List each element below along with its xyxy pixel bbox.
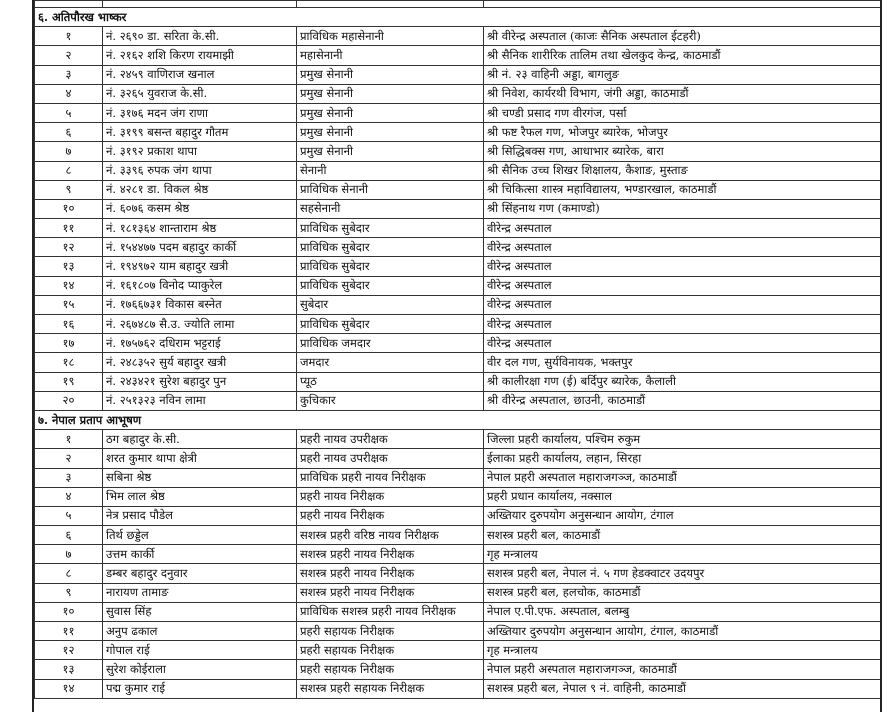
table-row [35,622,881,641]
office-cell: श्री निवेश, कार्यरथी विभाग, जंगी अड्डा, काठमाडौं [484,84,881,103]
serial-number-cell: १४ [35,276,103,295]
serial-number-cell: १९ [35,372,103,391]
table-row [35,315,881,334]
serial-number-cell: १० [35,602,103,621]
serial-number-cell: १ [35,27,103,46]
serial-number-cell: ११ [35,622,103,641]
rank-cell: प्यूठ [297,372,484,391]
table-row [35,142,881,161]
office-cell: श्री वीरेन्द्र अस्पताल, छाउनी, काठमाडौं [484,391,881,410]
rank-cell: प्राविधिक सुबेदार [297,257,484,276]
office-cell: श्री चण्डी प्रसाद गण वीरगंज, पर्सा [484,103,881,122]
name-cell: सबिना श्रेष्ठ [103,468,297,487]
honors-table-body [35,1,881,699]
name-cell: नं. १७५७६२ दधिराम भट्टराई [103,334,297,353]
table-row [35,84,881,103]
office-cell: नेपाल प्रहरी अस्पताल महाराजगञ्ज, काठमाडौं [484,468,881,487]
table-row [35,449,881,468]
name-cell: नं. ६०७६ कसम श्रेष्ठ [103,199,297,218]
section-7-heading-row [35,410,881,429]
office-cell: सशस्त्र प्रहरी बल, काठमाडौं [484,526,881,545]
serial-number-cell: २ [35,46,103,65]
name-cell: गोपाल राई [103,641,297,660]
table-row [35,27,881,46]
rank-cell: प्राविधिक जमदार [297,334,484,353]
rank-cell: महासेनानी [297,46,484,65]
office-cell: वीरेन्द्र अस्पताल [484,238,881,257]
table-row [35,46,881,65]
name-cell: नं. १८१३६४ शान्ताराम श्रेष्ठ [103,219,297,238]
office-cell: सशस्त्र प्रहरी बल, नेपाल ९ नं. वाहिनी, काठमाडौं [484,679,881,698]
serial-number-cell: ११ [35,219,103,238]
rank-cell: प्राविधिक सशस्त्र प्रहरी नायव निरीक्षक [297,602,484,621]
rank-cell: प्राविधिक सुबेदार [297,315,484,334]
name-cell: नं. १७६६७३१ विकास बस्नेत [103,295,297,314]
honors-table [34,0,881,699]
table-row [35,564,881,583]
name-cell: नं. १६१८०७ विनोद प्याकुरेल [103,276,297,295]
name-cell: नं. २४५९ वाणिराज खनाल [103,65,297,84]
office-cell: सशस्त्र प्रहरी बल, हलचोक, काठमाडौं [484,583,881,602]
table-row [35,334,881,353]
serial-number-cell: १६ [35,315,103,334]
rank-cell: प्राविधिक प्रहरी नायव निरीक्षक [297,468,484,487]
table-row [35,679,881,698]
serial-number-cell: ९ [35,180,103,199]
serial-number-cell: ३ [35,65,103,84]
table-row [35,180,881,199]
serial-number-cell: ६ [35,123,103,142]
table-row [35,660,881,679]
office-cell: श्री सिंहनाथ गण (कमाण्डो) [484,199,881,218]
office-cell: गृह मन्त्रालय [484,545,881,564]
rank-cell: सशस्त्र प्रहरी नायव निरीक्षक [297,545,484,564]
serial-number-cell: ८ [35,564,103,583]
rank-cell: प्रमुख सेनानी [297,103,484,122]
rank-cell: जमदार [297,353,484,372]
serial-number-cell: १२ [35,641,103,660]
name-cell: तिर्थ छड्डेल [103,526,297,545]
rank-cell: प्राविधिक सुबेदार [297,276,484,295]
name-cell: नं. २४३४२१ सुरेश बहादुर पुन [103,372,297,391]
table-row [35,487,881,506]
name-cell: उत्तम कार्की [103,545,297,564]
rank-cell: प्रमुख सेनानी [297,123,484,142]
serial-number-cell: २ [35,449,103,468]
table-row [35,468,881,487]
office-cell: नेपाल ए.पी.एफ. अस्पताल, बलम्बु [484,602,881,621]
table-row [35,65,881,84]
name-cell: सुरेश कोईराला [103,660,297,679]
name-cell: नं. २५१३२३ नविन लामा [103,391,297,410]
section-6-heading-row [35,8,881,27]
name-cell: डम्बर बहादुर दनुवार [103,564,297,583]
table-row [35,526,881,545]
rank-cell: सहसेनानी [297,199,484,218]
office-cell: प्रहरी प्रधान कार्यालय, नक्साल [484,487,881,506]
rank-cell: प्रमुख सेनानी [297,84,484,103]
rank-cell: प्राविधिक महासेनानी [297,27,484,46]
name-cell: नं. १५४४७७ पदम बहादुर कार्की [103,238,297,257]
name-cell: नं. ३१९२ प्रकाश थापा [103,142,297,161]
office-cell: ईलाका प्रहरी कार्यालय, लहान, सिरहा [484,449,881,468]
serial-number-cell: १४ [35,679,103,698]
rank-cell: सशस्त्र प्रहरी सहायक निरीक्षक [297,679,484,698]
rank-cell: प्राविधिक सेनानी [297,180,484,199]
office-cell: श्री कालीरक्षा गण (ई) बर्दिपुर ब्यारेक, कैलाली [484,372,881,391]
table-row [35,238,881,257]
rank-cell: प्राविधिक सुबेदार [297,219,484,238]
table-row [35,430,881,449]
serial-number-cell: ४ [35,487,103,506]
name-cell: नं. १९४९७२ याम बहादुर खत्री [103,257,297,276]
rank-cell: प्रहरी सहायक निरीक्षक [297,660,484,679]
table-row [35,353,881,372]
table-row [35,276,881,295]
office-cell: श्री चिकित्सा शास्त्र महाविद्यालय, भण्डारखाल, काठमाडौं [484,180,881,199]
office-cell: नेपाल प्रहरी अस्पताल महाराजगञ्ज, काठमाडौं [484,660,881,679]
office-cell: सशस्त्र प्रहरी बल, नेपाल नं. ५ गण हेडक्वाटर उदयपुर [484,564,881,583]
serial-number-cell: ४ [35,84,103,103]
rank-cell: प्रहरी नायव उपरीक्षक [297,430,484,449]
name-cell: पद्म कुमार राई [103,679,297,698]
table-row [35,641,881,660]
serial-number-cell: १३ [35,660,103,679]
name-cell: नारायण तामाङ [103,583,297,602]
rank-cell: प्राविधिक सुबेदार [297,238,484,257]
serial-number-cell: ७ [35,545,103,564]
table-row [35,506,881,525]
serial-number-cell: २० [35,391,103,410]
rank-cell: सुबेदार [297,295,484,314]
table-row [35,161,881,180]
office-cell: वीरेन्द्र अस्पताल [484,315,881,334]
office-cell: श्री वीरेन्द्र अस्पताल (काजः सैनिक अस्पताल ईटहरी) [484,27,881,46]
serial-number-cell: १८ [35,353,103,372]
office-cell: अख्तियार दुरुपयोग अनुसन्धान आयोग, टंगाल, काठमाडौं [484,622,881,641]
rank-cell: प्रहरी नायव निरीक्षक [297,487,484,506]
serial-number-cell: ६ [35,526,103,545]
serial-number-cell: ७ [35,142,103,161]
name-cell: नं. २१६२ शशि किरण रायमाझी [103,46,297,65]
table-row [35,391,881,410]
serial-number-cell: १५ [35,295,103,314]
name-cell: नं. २४८३५२ सुर्य बहादुर खत्री [103,353,297,372]
section-7-heading: ७. नेपाल प्रताप आभूषण [35,410,881,429]
rank-cell: प्रमुख सेनानी [297,142,484,161]
serial-number-cell: १ [35,430,103,449]
rank-cell: प्रहरी नायव निरीक्षक [297,506,484,525]
name-cell: शरत कुमार थापा क्षेत्री [103,449,297,468]
office-cell: वीरेन्द्र अस्पताल [484,295,881,314]
name-cell: अनुप ढकाल [103,622,297,641]
name-cell: नं. ४२८१ डा. विकल श्रेष्ठ [103,180,297,199]
table-row [35,199,881,218]
office-cell: वीरेन्द्र अस्पताल [484,334,881,353]
office-cell: श्री सैनिक शारीरिक तालिम तथा खेलकुद केन्द्र, काठमाडौं [484,46,881,65]
rank-cell: प्रमुख सेनानी [297,65,484,84]
serial-number-cell: १३ [35,257,103,276]
serial-number-cell: ५ [35,506,103,525]
name-cell: नं. ३२६५ युवराज के.सी. [103,84,297,103]
office-cell: वीर दल गण, सुर्यविनायक, भक्तपुर [484,353,881,372]
rank-cell: कुचिकार [297,391,484,410]
serial-number-cell: ५ [35,103,103,122]
table-row [35,372,881,391]
name-cell: नं. ३३९६ रुपक जंग थापा [103,161,297,180]
office-cell: वीरेन्द्र अस्पताल [484,219,881,238]
name-cell: सुवास सिंह [103,602,297,621]
rank-cell: सशस्त्र प्रहरी नायव निरीक्षक [297,583,484,602]
table-row [35,123,881,142]
serial-number-cell: १२ [35,238,103,257]
serial-number-cell: १० [35,199,103,218]
name-cell: नं. २६७४८७ सै.उ. ज्योति लामा [103,315,297,334]
serial-number-cell: ३ [35,468,103,487]
table-row [35,219,881,238]
table-row [35,602,881,621]
rank-cell: सशस्त्र प्रहरी वरिष्ठ नायव निरीक्षक [297,526,484,545]
office-cell: वीरेन्द्र अस्पताल [484,276,881,295]
office-cell: श्री सिद्धिबक्स गण, आधाभार ब्यारेक, बारा [484,142,881,161]
office-cell: जिल्ला प्रहरी कार्यालय, पश्चिम रुकुम [484,430,881,449]
serial-number-cell: १७ [35,334,103,353]
office-cell: गृह मन्त्रालय [484,641,881,660]
rank-cell: सशस्त्र प्रहरी नायव निरीक्षक [297,564,484,583]
table-row [35,257,881,276]
rank-cell: प्रहरी सहायक निरीक्षक [297,622,484,641]
name-cell: नं. ३१७६ मदन जंग राणा [103,103,297,122]
rank-cell: प्रहरी सहायक निरीक्षक [297,641,484,660]
table-row [35,295,881,314]
section-6-heading: ६. अतिपौरख भाष्कर [35,8,881,27]
document-page [32,0,882,712]
serial-number-cell: ८ [35,161,103,180]
name-cell: नं. ३१९९ बसन्त बहादुर गौतम [103,123,297,142]
name-cell: भिम लाल श्रेष्ठ [103,487,297,506]
office-cell: श्री नं. २३ वाहिनी अड्डा, बागलुङ [484,65,881,84]
office-cell: वीरेन्द्र अस्पताल [484,257,881,276]
office-cell: श्री फष्ट रैफल गण, भोजपुर ब्यारेक, भोजपुर [484,123,881,142]
table-row [35,583,881,602]
rank-cell: सेनानी [297,161,484,180]
table-row [35,545,881,564]
cut-off-row [35,1,881,8]
office-cell: श्री सैनिक उच्च शिखर शिक्षालय, कैशाङ, मुस्ताङ [484,161,881,180]
table-row [35,103,881,122]
office-cell: अख्तियार दुरुपयोग अनुसन्धान आयोग, टंगाल [484,506,881,525]
name-cell: ठग बहादुर के.सी. [103,430,297,449]
serial-number-cell: ९ [35,583,103,602]
rank-cell: प्रहरी नायव उपरीक्षक [297,449,484,468]
name-cell: नं. २६९० डा. सरिता के.सी. [103,27,297,46]
name-cell: नेत्र प्रसाद पौडेल [103,506,297,525]
